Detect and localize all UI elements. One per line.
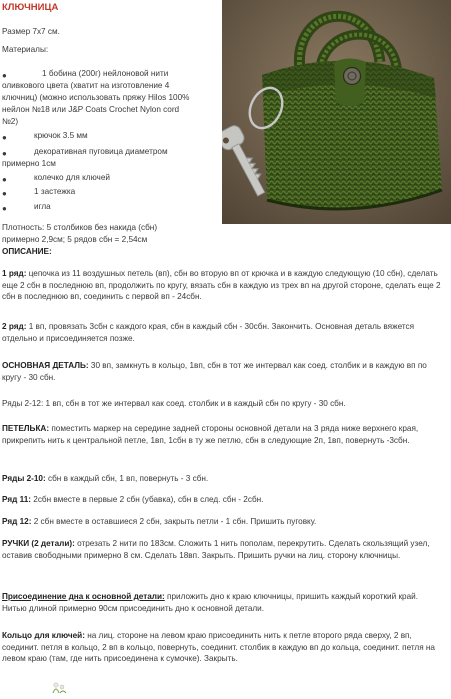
paragraph-label: Ряд 12: bbox=[2, 517, 32, 526]
paragraph-bottom-attach bbox=[2, 591, 442, 614]
paragraph-text: 1 вп, провязать 3сбн с каждого края, сбн в каждый сбн - 30сбн. Закончить. Основная деталь вяжется отдельно и присоединяется позже. bbox=[2, 322, 415, 343]
material-1-line-2: оливкового цвета (хватит на изготовление 4 bbox=[2, 81, 170, 90]
paragraph-text: 30 вп, замкнуть в кольцо, 1вп, сбн в тот же интервал как соед. столбик и в каждую вп по кругу - 30 сбн. bbox=[2, 361, 427, 382]
paragraph-label: ОСНОВНАЯ ДЕТАЛЬ: bbox=[2, 361, 89, 370]
paragraph-text: 2сбн вместе в первые 2 сбн (убавка), сбн в след. сбн - 2сбн. bbox=[30, 495, 264, 504]
paragraph-text: на лиц. стороне на левом краю присоединить нить к петле второго ряда сверху, 2 вп, соединит. петля в кольцо, 2 вп в кольцо, повернуть, соединит. столбик в каждую вп до кольца, соединит. петля на левом краю (там, где нить присоединена к сумочке). Закрыть. bbox=[2, 631, 435, 664]
paragraph-label: 1 ряд: bbox=[2, 269, 27, 278]
paragraph-label: 2 ряд: bbox=[2, 322, 27, 331]
paragraph-rows-2-12 bbox=[2, 398, 442, 410]
bullet-icon: ● bbox=[2, 149, 7, 158]
material-1-line-5: №2) bbox=[2, 117, 19, 126]
paragraph-key-ring bbox=[2, 630, 442, 665]
bullet-icon: ● bbox=[2, 204, 7, 213]
paragraph-row-11 bbox=[2, 494, 442, 506]
bullet-icon: ● bbox=[2, 189, 7, 198]
paragraph-label: Кольцо для ключей: bbox=[2, 631, 85, 640]
paragraph-handles bbox=[2, 538, 442, 561]
paragraph-text: отрезать 2 нити по 183см. Сложить 1 нить пополам, перекрутить. Сделать скользящий узел, оставив свободными примерно 8 см. Сделать 18вп. Закрыть. Пришить ручки на лиц. сторону ключницы. bbox=[2, 539, 430, 560]
density-line-2: примерно 2,9см; 5 рядов сбн = 2,54см bbox=[2, 235, 148, 244]
paragraph-label: ПЕТЕЛЬКА: bbox=[2, 424, 50, 433]
material-1-line-1: 1 бобина (200г) нейлоновой нити bbox=[42, 69, 169, 78]
material-4: колечко для ключей bbox=[34, 173, 110, 182]
paragraph-loop-rows-2-10 bbox=[2, 473, 442, 485]
material-1-line-4: нейлон №18 или J&P Coats Crochet Nylon cord bbox=[2, 105, 180, 114]
material-2: крючок 3.5 мм bbox=[34, 131, 88, 140]
paragraph-label: Ряд 11: bbox=[2, 495, 31, 504]
paragraph-text: 2 сбн вместе в оставшиеся 2 сбн, закрыть петли - 1 сбн. Пришить пуговку. bbox=[31, 517, 317, 526]
material-1-line-3: ключниц) (можно использовать пряжу Hilos 100% bbox=[2, 93, 190, 102]
paragraph-label: Присоединение дна к основной детали: bbox=[2, 592, 165, 601]
page-title: КЛЮЧНИЦА bbox=[2, 2, 59, 13]
material-3-line-2: примерно 1см bbox=[2, 159, 56, 168]
paragraph-row-2 bbox=[2, 321, 442, 344]
product-photo bbox=[222, 0, 451, 224]
materials-header: Материалы: bbox=[2, 45, 49, 54]
flower-icon bbox=[50, 681, 68, 695]
bullet-icon: ● bbox=[2, 175, 7, 184]
paragraph-text: сбн в каждый сбн, 1 вп, повернуть - 3 сбн. bbox=[45, 474, 209, 483]
bullet-icon: ● bbox=[2, 71, 7, 80]
paragraph-row-1 bbox=[2, 268, 442, 303]
size-text: Размер 7х7 см. bbox=[2, 27, 60, 36]
paragraph-row-12 bbox=[2, 516, 442, 528]
description-header: ОПИСАНИЕ: bbox=[2, 247, 52, 256]
density-line-1: Плотность: 5 столбиков без накида (сбн) bbox=[2, 223, 158, 232]
material-5: 1 застежка bbox=[34, 187, 76, 196]
knitted-keyholder-image bbox=[222, 0, 451, 224]
material-3-line-1: декоративная пуговица диаметром bbox=[34, 147, 168, 156]
paragraph-text: приложить дно к краю ключницы, пришить каждый короткий край. Нитью длиной примерно 90см присоединить дно к основной детали. bbox=[2, 592, 418, 613]
paragraph-label: Ряды 2-10: bbox=[2, 474, 46, 483]
paragraph-loop bbox=[2, 423, 442, 446]
paragraph-main-part bbox=[2, 360, 442, 383]
paragraph-text: поместить маркер на середине задней стороны основной детали на 3 ряда ниже верхнего края, прикрепить нить к центральной петле, 1вп, 1сбн в ту же петлю, сбн в следующие 2п, 1вп, повернуть -3сбн. bbox=[2, 424, 419, 445]
paragraph-text: Ряды 2-12: 1 вп, сбн в тот же интервал как соед. столбик и в каждый сбн по кругу - 30 сбн. bbox=[2, 399, 346, 408]
paragraph-label: РУЧКИ (2 детали): bbox=[2, 539, 75, 548]
material-6: игла bbox=[34, 202, 51, 211]
bullet-icon: ● bbox=[2, 133, 7, 142]
paragraph-text: цепочка из 11 воздушных петель (вп), сбн во вторую вп от крючка и в каждую следующую (10 сбн), сделать еще 2 сбн в последнюю вп, продолжить по кругу, вязать сбн в каждую из трех вп на другой стороне, сделать еще 2 сбн в последнюю вп, соединить с первой вп - 24сбн. bbox=[2, 269, 441, 302]
